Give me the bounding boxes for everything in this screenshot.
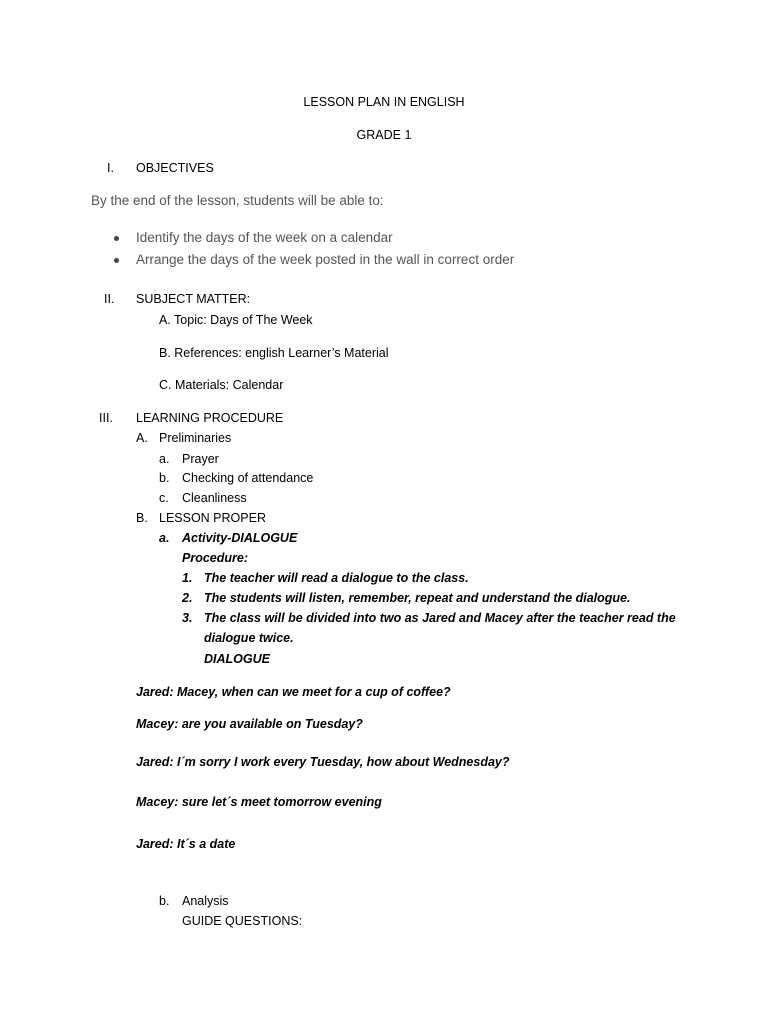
bullet-icon	[114, 258, 119, 263]
procedure-step: The teacher will read a dialogue to the class.	[204, 571, 469, 585]
preliminaries-marker: A.	[136, 431, 148, 445]
dialogue-line: Jared: Macey, when can we meet for a cup of coffee?	[136, 685, 451, 699]
preliminaries-label: Preliminaries	[159, 431, 232, 445]
section-numeral-objectives: I.	[107, 161, 114, 175]
lesson-proper-marker: B.	[136, 511, 148, 525]
procedure-label: Procedure:	[182, 551, 248, 565]
procedure-step: The class will be divided into two as Jared and Macey after the teacher read the	[204, 611, 676, 625]
section-heading-subject-matter: SUBJECT MATTER:	[136, 292, 251, 306]
subject-topic: A. Topic: Days of The Week	[159, 313, 313, 327]
step-marker: 2.	[182, 591, 193, 605]
guide-questions-label: GUIDE QUESTIONS:	[182, 914, 303, 928]
dialogue-line: Jared: It´s a date	[136, 837, 236, 851]
activity-label: Activity-DIALOGUE	[182, 531, 298, 545]
procedure-step: The students will listen, remember, repeat and understand the dialogue.	[204, 591, 631, 605]
section-numeral-subject-matter: II.	[104, 292, 115, 306]
document-title: LESSON PLAN IN ENGLISH	[303, 95, 465, 109]
objectives-intro: By the end of the lesson, students will be able to:	[91, 193, 384, 208]
subject-materials: C. Materials: Calendar	[159, 378, 284, 392]
analysis-marker: b.	[159, 894, 170, 908]
procedure-step-continued: dialogue twice.	[204, 631, 294, 645]
dialogue-line: Jared: I´m sorry I work every Tuesday, how about Wednesday?	[136, 755, 510, 769]
subject-references: B. References: english Learner’s Material	[159, 346, 389, 360]
activity-marker: a.	[159, 531, 170, 545]
objective-item: Arrange the days of the week posted in the wall in correct order	[136, 252, 515, 267]
analysis-label: Analysis	[182, 894, 229, 908]
list-marker: c.	[159, 491, 169, 505]
step-marker: 3.	[182, 611, 193, 625]
list-marker: b.	[159, 471, 170, 485]
section-heading-learning-procedure: LEARNING PROCEDURE	[136, 411, 284, 425]
bullet-icon	[114, 236, 119, 241]
dialogue-line: Macey: sure let´s meet tomorrow evening	[136, 795, 382, 809]
grade-label: GRADE 1	[356, 128, 412, 142]
section-numeral-learning-procedure: III.	[99, 411, 113, 425]
list-item: Prayer	[182, 452, 219, 466]
list-item: Cleanliness	[182, 491, 247, 505]
step-marker: 1.	[182, 571, 193, 585]
section-heading-objectives: OBJECTIVES	[136, 161, 214, 175]
list-item: Checking of attendance	[182, 471, 314, 485]
dialogue-label: DIALOGUE	[204, 652, 270, 666]
lesson-proper-label: LESSON PROPER	[159, 511, 266, 525]
objective-item: Identify the days of the week on a calendar	[136, 230, 393, 245]
list-marker: a.	[159, 452, 170, 466]
dialogue-line: Macey: are you available on Tuesday?	[136, 717, 363, 731]
